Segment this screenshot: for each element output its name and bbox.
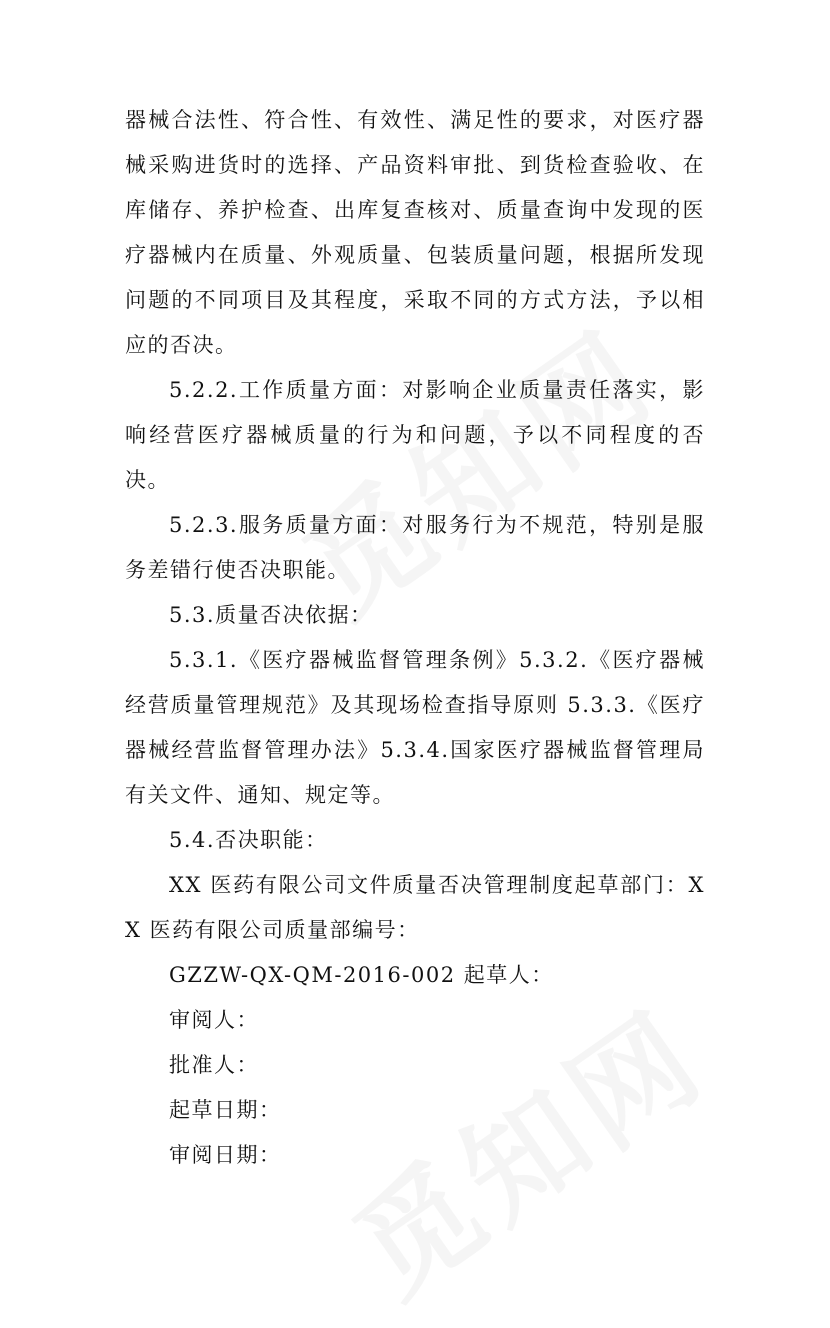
field-approver: 批准人： — [169, 1053, 259, 1077]
paragraph-document-header: XX 医药有限公司文件质量否决管理制度起草部门：XX 医药有限公司质量部编号： — [125, 873, 705, 942]
field-review-date: 审阅日期： — [169, 1143, 282, 1167]
paragraph-service-quality: 5.2.3.服务质量方面：对服务行为不规范，特别是服务差错行使否决职能。 — [125, 513, 705, 582]
field-draft-date: 起草日期： — [169, 1098, 282, 1122]
paragraph-veto-basis-list: 5.3.1.《医疗器械监督管理条例》5.3.2.《医疗器械经营质量管理规范》及其现场检查指导原则 5.3.3.《医疗器械经营监督管理办法》5.3.4.国家医疗器械监督管理局有关文件、通知、规定等。 — [125, 648, 705, 807]
paragraph-veto-function-heading: 5.4.否决职能： — [169, 828, 328, 852]
paragraph-quality-basis: 器械合法性、符合性、有效性、满足性的要求，对医疗器械采购进货时的选择、产品资料审批、到货检查验收、在库储存、养护检查、出库复查核对、质量查询中发现的医疗器械内在质量、外观质量、包装质量问题，根据所发现问题的不同项目及其程度，采取不同的方式方法，予以相应的否决。 — [125, 108, 705, 357]
document-body — [125, 98, 705, 1178]
field-reviewer: 审阅人： — [169, 1008, 259, 1032]
paragraph-work-quality: 5.2.2.工作质量方面：对影响企业质量责任落实，影响经营医疗器械质量的行为和问题，予以不同程度的否决。 — [125, 378, 705, 492]
paragraph-veto-basis-heading: 5.3.质量否决依据： — [169, 603, 373, 627]
field-number-drafter: GZZW-QX-QM-2016-002 起草人： — [169, 963, 554, 987]
